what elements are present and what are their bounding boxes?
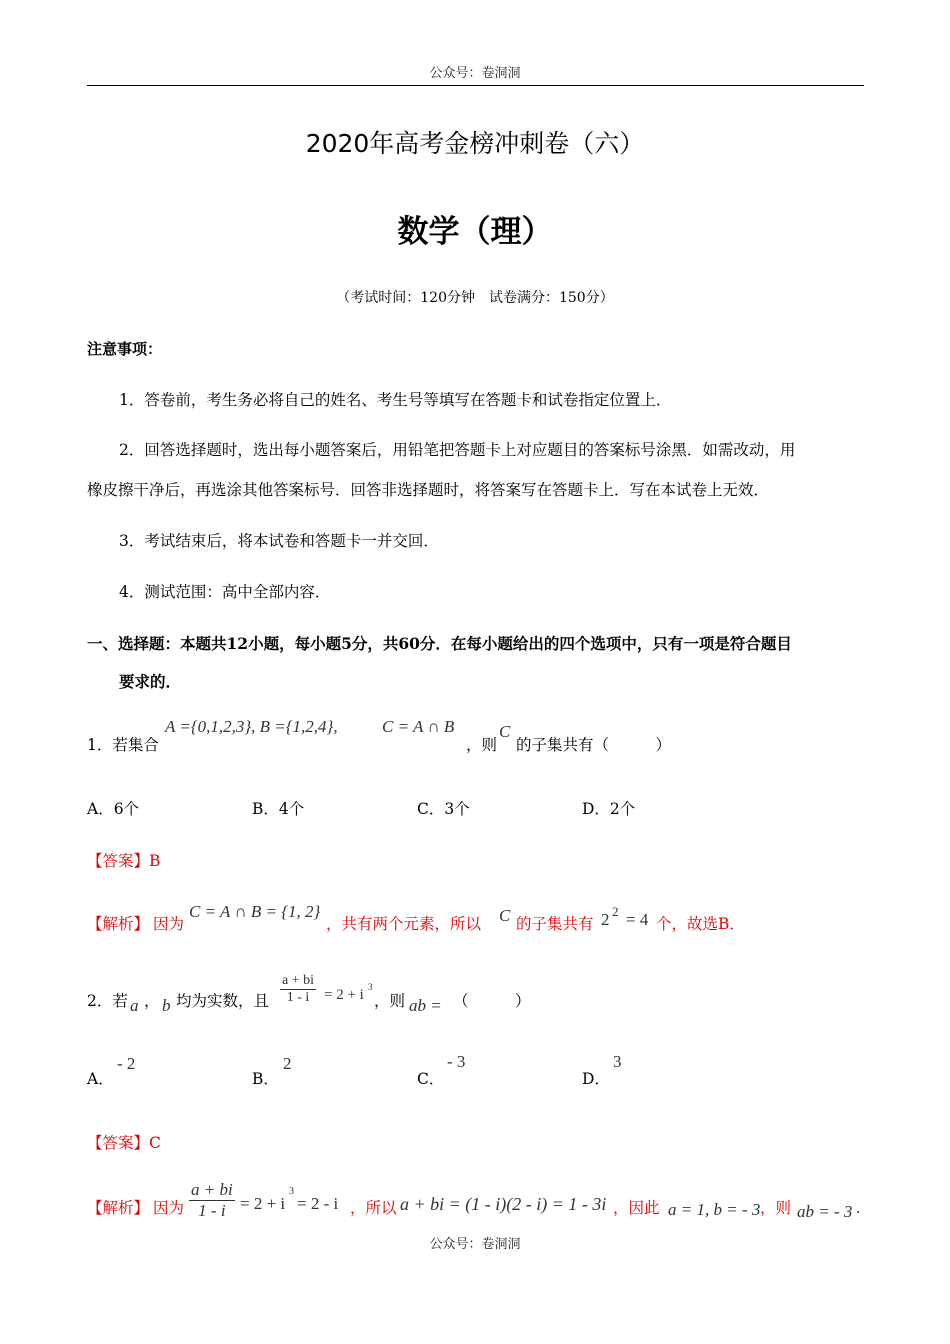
- page-header: 公众号：卷洞洞: [429, 66, 521, 81]
- q2-analysis-a: 因为: [153, 1199, 185, 1217]
- section-heading-cont: 要求的．: [119, 672, 182, 691]
- q2-option-b-label: B．: [252, 1070, 279, 1088]
- q1-option-c: C．3个: [417, 800, 470, 818]
- q2-paren: （ ）: [453, 992, 531, 1010]
- q1-analysis-a: 因为: [153, 915, 185, 933]
- q2-analysis-d: ，则: [760, 1199, 792, 1217]
- section-heading: 一、选择题：本题共12小题，每小题5分，共60分．在每小题给出的四个选项中，只有一项是符合题目: [87, 634, 792, 653]
- q1-analysis-label: 【解析】: [87, 915, 150, 933]
- q1-analysis-c: C: [499, 906, 511, 925]
- q2-mid: 均为实数，且: [176, 992, 270, 1010]
- q2-analysis-eq1: = 2 + i: [240, 1194, 286, 1213]
- q1-analysis-d: 的子集共有: [516, 915, 594, 933]
- q2-analysis-eq5: ab = - 3: [797, 1202, 853, 1221]
- q2-answer: [87, 1131, 161, 1153]
- q2-analysis-eq4: a = 1, b = - 3: [668, 1200, 761, 1219]
- q2-analysis-label: 【解析】: [87, 1199, 150, 1217]
- q2-fraction: [280, 973, 316, 1006]
- q2-option-c-label: C．: [417, 1070, 445, 1088]
- q1-analysis-eq: = 4: [626, 910, 649, 929]
- q1-mid: ，则: [466, 736, 498, 754]
- q1-option-b: B．4个: [252, 800, 305, 818]
- q2-frac-den: 1 - i: [286, 990, 310, 1005]
- header-rule: [87, 85, 864, 86]
- q2-analysis-end: .: [856, 1198, 861, 1217]
- q1-c-var: C: [499, 722, 511, 741]
- q2-option-d-value: 3: [613, 1052, 622, 1071]
- q1-prefix: 1．若集合: [87, 736, 159, 754]
- notice-item-4: 4．测试范围：高中全部内容．: [119, 583, 331, 601]
- q2-option-c-value: - 3: [447, 1052, 466, 1071]
- q2-option-b-value: 2: [283, 1054, 292, 1073]
- q1-answer: [87, 849, 160, 871]
- q2-option-a-label: A．: [87, 1070, 114, 1088]
- q1-sets-math: A ={0,1,2,3}, B ={1,2,4},: [165, 717, 338, 736]
- q2-analysis-exp: 3: [289, 1186, 294, 1197]
- q2-ab: ab =: [409, 996, 442, 1015]
- notice-item-1: 1．答卷前，考生务必将自己的姓名、考生号等填写在答题卡和试卷指定位置上．: [119, 391, 672, 409]
- q1-analysis-b: ，共有两个元素，所以: [326, 915, 482, 933]
- q1-analysis-pow: 2: [601, 910, 610, 929]
- q1-answer-label: 【答案】: [87, 852, 150, 870]
- q2-prefix: 2．若: [87, 992, 128, 1010]
- notice-item-3: 3．考试结束后，将本试卷和答题卡一并交回．: [119, 532, 439, 550]
- q2-answer-label: 【答案】: [87, 1134, 150, 1152]
- q1-suffix: 的子集共有（ ）: [516, 736, 672, 754]
- q1-option-a: A．6个: [87, 800, 140, 818]
- page-footer: 公众号：卷洞洞: [429, 1237, 521, 1252]
- exam-title: 2020年高考金榜冲刺卷（六）: [305, 129, 645, 158]
- q2-then: ，则: [374, 992, 406, 1010]
- q1-analysis-math: C = A ∩ B = {1, 2}: [189, 902, 321, 921]
- q2-analysis-den: 1 - i: [198, 1201, 226, 1220]
- q1-c-math: C = A ∩ B: [382, 717, 455, 736]
- q2-analysis-fraction: [189, 1180, 235, 1221]
- q1-analysis-exp: 2: [612, 904, 619, 919]
- q2-option-d-label: D．: [582, 1070, 610, 1088]
- q1-option-d: D．2个: [582, 800, 636, 818]
- q2-analysis-eq2: = 2 - i: [297, 1194, 339, 1213]
- q2-analysis-c: ，因此: [613, 1199, 660, 1217]
- notice-item-2: 2．回答选择题时，选出每小题答案后，用铅笔把答题卡上对应题目的答案标号涂黑．如需改动，用: [119, 441, 796, 459]
- q2-var-a: a: [130, 996, 139, 1015]
- q2-frac-num: a + bi: [282, 973, 314, 988]
- exam-info: （考试时间：120分钟 试卷满分：150分）: [336, 290, 614, 306]
- q2-option-a-value: - 2: [117, 1054, 136, 1073]
- q2-analysis-eq3: a + bi = (1 - i)(2 - i) = 1 - 3i: [400, 1194, 607, 1214]
- q2-rhs: = 2 + i: [324, 987, 364, 1003]
- notice-item-2-cont: 橡皮擦干净后，再选涂其他答案标号．回答非选择题时，将答案写在答题卡上．写在本试卷上无效．: [87, 481, 770, 499]
- q1-analysis-e: 个，故选B．: [656, 915, 745, 933]
- q2-rhs-exp: 3: [368, 982, 373, 992]
- exam-subtitle: 数学（理）: [397, 214, 553, 250]
- q2-analysis-num: a + bi: [191, 1180, 233, 1199]
- q2-analysis-b: ，所以: [350, 1199, 397, 1217]
- q1-answer-value: B: [149, 852, 161, 870]
- notice-heading: 注意事项：: [87, 340, 163, 358]
- q2-comma: ，: [144, 992, 160, 1010]
- q2-answer-value: C: [149, 1134, 161, 1152]
- q2-var-b: b: [162, 996, 171, 1015]
